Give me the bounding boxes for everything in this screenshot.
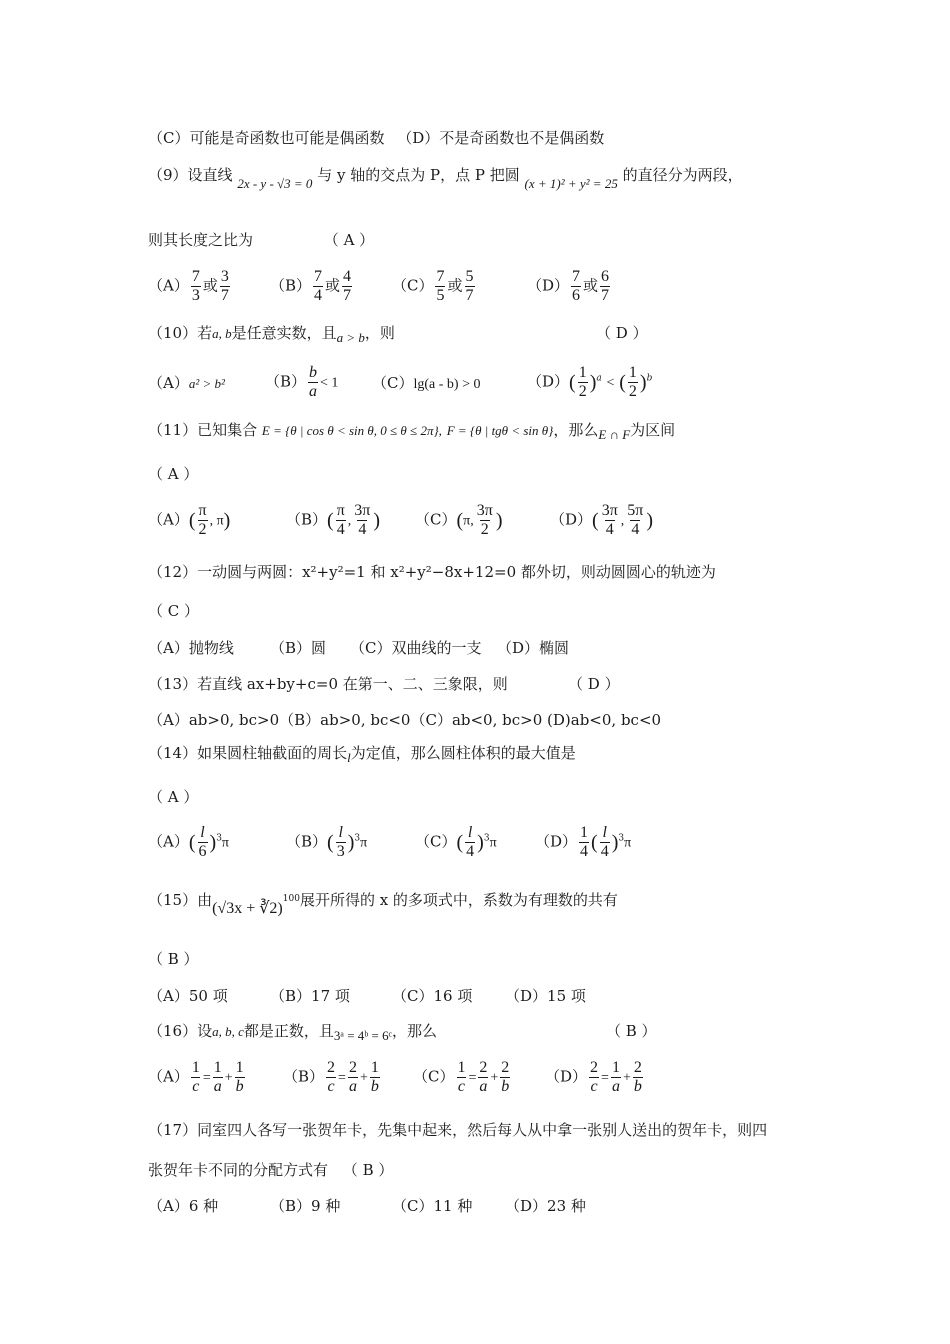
q15-tail: 展开所得的 x 的多项式中，系数为有理数的共有: [299, 891, 618, 909]
q16-option-c: （C） $\frac{1}{c}$ = $\frac{2}{a}$ + $\frac{2}{b}$: [413, 1059, 510, 1095]
q14-option-b: （B）( $\frac{l}{3}$ )$^3$π: [286, 824, 368, 860]
q10-expr: < 1: [320, 375, 339, 391]
q16-frac: $\frac{1}{c}$: [457, 1059, 466, 1095]
q9-or: 或: [583, 276, 599, 295]
q11-label: （A）: [148, 510, 189, 529]
q17-option-b: （B）9 种: [270, 1197, 341, 1215]
q10-expr: lg(a - b) > 0: [413, 377, 481, 392]
q11-pi: π: [216, 513, 224, 529]
q14-label: （D）: [535, 832, 578, 851]
q10-exp: b: [646, 373, 653, 384]
q11-option-b: （B）( $\frac{\pi}{4}$ , $\frac{3\pi}{4}$ ): [286, 502, 381, 538]
q9-option-c: [392, 268, 477, 305]
q14-frac: $\frac{l}{4}$: [600, 824, 609, 860]
q16-label: （D）: [545, 1067, 588, 1086]
q10-stem: [148, 323, 395, 344]
q11-set-f: F = {θ | tgθ < sin θ}: [446, 423, 554, 438]
q9-option-d: [527, 268, 612, 305]
q11-frac: $\frac{5\pi}{4}$: [627, 502, 644, 538]
q16-label: （B）: [283, 1067, 325, 1086]
q9-frac: $\frac{4}{7}$: [343, 268, 352, 304]
q15-option-d: （D）15 项: [505, 987, 586, 1005]
q11-frac: $\frac{3\pi}{4}$: [601, 502, 618, 538]
q11-frac: $\frac{3\pi}{2}$: [476, 502, 493, 538]
q15-option-b: （B）17 项: [270, 987, 350, 1005]
q8-option-c: （C）可能是奇函数也可能是偶函数: [148, 129, 385, 147]
q11-pi: π: [463, 513, 471, 529]
q17-option-a: （A）6 种: [148, 1197, 219, 1215]
q16-cond: 3ᵃ = 4ᵇ = 6ᶜ: [333, 1028, 392, 1043]
q10-label: （B）: [265, 372, 307, 391]
q14-var-l: l: [347, 750, 351, 765]
q17-answer: （ B ）: [342, 1161, 394, 1179]
q9-frac: $\frac{7}{6}$: [572, 268, 581, 304]
q14-tail: 为定值，那么圆柱体积的最大值是: [350, 744, 576, 762]
q16-frac: $\frac{1}{a}$: [611, 1059, 620, 1095]
q11-tail: 为区间: [630, 421, 676, 439]
q16-frac: $\frac{2}{b}$: [501, 1059, 510, 1095]
q14-frac: $\frac{l}{4}$: [466, 824, 475, 860]
q17-line1: （17）同室四人各写一张贺年卡，先集中起来，然后每人从中拿一张别人送出的贺年卡，则四: [148, 1121, 768, 1139]
q10-option-b: [265, 364, 338, 401]
q15-lead: （15）由: [148, 891, 213, 909]
q16-mid: 都是正数，且: [243, 1022, 334, 1040]
q14-answer: （ A ）: [148, 788, 199, 806]
q16-option-a: （A） $\frac{1}{c}$ = $\frac{1}{a}$ + $\frac{1}{b}$: [148, 1059, 244, 1095]
q9-mid: 与 y 轴的交点为 P，点 P 把圆: [317, 166, 520, 184]
q12-option-d: （D）椭圆: [497, 639, 570, 657]
q9-frac: $\frac{6}{7}$: [601, 268, 610, 304]
q16-frac: $\frac{1}{c}$: [191, 1059, 200, 1095]
q11-frac: $\frac{\pi}{4}$: [336, 502, 345, 538]
q11-lead: （11）已知集合: [148, 421, 258, 439]
q9-frac: $\frac{3}{7}$: [220, 268, 229, 304]
q10-option-a: [148, 373, 225, 394]
q9-line2: [148, 230, 374, 250]
q16-label: （A）: [148, 1067, 189, 1086]
q9-frac: $\frac{5}{7}$: [465, 268, 474, 304]
q16-option-d: （D） $\frac{2}{c}$ = $\frac{1}{a}$ + $\frac{2}{b}$: [545, 1059, 642, 1095]
q14-option-d: （D） $\frac{1}{4}$ ( $\frac{l}{4}$ )$^3$π: [535, 824, 632, 860]
q10-tail: ，则: [364, 324, 395, 342]
q10-label: （D）: [527, 372, 570, 391]
q12-answer: （ C ）: [148, 602, 200, 620]
q8-options: [148, 128, 604, 148]
q16-label: （C）: [413, 1067, 455, 1086]
q10-label: （A）: [148, 374, 189, 392]
q12-option-a: （A）抛物线: [148, 639, 234, 657]
q16-stem: [148, 1021, 437, 1042]
q11-option-c: （C）(π, $\frac{3\pi}{2}$ ): [415, 502, 503, 538]
q14-frac: $\frac{1}{4}$: [580, 824, 589, 860]
q10-label: （C）: [372, 374, 414, 392]
q14-stem: [148, 743, 576, 764]
q9-frac: $\frac{7}{5}$: [436, 268, 445, 304]
q10-answer: （ D ）: [596, 324, 648, 342]
q9-option-label: （A）: [148, 276, 189, 295]
q11-set-e: E = {θ | cos θ < sin θ, 0 ≤ θ ≤ 2π},: [261, 423, 442, 438]
q14-option-c: （C）( $\frac{l}{4}$ )$^3$π: [415, 824, 497, 860]
q13-options: （A）ab>0, bc>0（B）ab>0, bc<0（C）ab<0, bc>0 (D)ab<0, bc<0: [148, 711, 662, 729]
q9-lead: （9）设直线: [148, 166, 233, 184]
q9-stem: [148, 165, 743, 191]
q11-mid: ，那么: [553, 421, 599, 439]
q10-vars: a, b: [212, 326, 232, 341]
q16-frac: $\frac{1}{b}$: [235, 1059, 244, 1095]
q13-stem: （13）若直线 ax+by+c=0 在第一、二、三象限，则: [148, 675, 508, 693]
q11-intersection: E ∩ F: [598, 427, 631, 442]
q17-option-d: （D）23 种: [505, 1197, 586, 1215]
q16-lead: （16）设: [148, 1022, 213, 1040]
q10-option-d: （D）( $\frac{1}{2}$ )$^a$ < ( $\frac{1}{2}$ )$^b$: [527, 364, 653, 400]
q9-or: 或: [325, 276, 341, 295]
q16-frac: $\frac{2}{a}$: [479, 1059, 488, 1095]
q10-frac: $\frac{b}{a}$: [309, 364, 318, 400]
q11-frac: $\frac{3\pi}{4}$: [354, 502, 371, 538]
q14-label: （C）: [415, 832, 457, 851]
q9-option-label: （D）: [527, 276, 570, 295]
q9-tail: 的直径分为两段，: [622, 166, 743, 184]
q16-frac: $\frac{2}{c}$: [327, 1059, 336, 1095]
q16-frac: $\frac{2}{a}$: [348, 1059, 357, 1095]
q11-label: （D）: [550, 510, 593, 529]
q9-circle-equation: (x + 1)² + y² = 25: [524, 176, 618, 191]
q9-or: 或: [202, 276, 218, 295]
q17-line2: [148, 1160, 393, 1180]
q11-option-a: （A）( $\frac{\pi}{2}$ , π): [148, 502, 231, 538]
q15-option-c: （C）16 项: [392, 987, 473, 1005]
q14-label: （B）: [286, 832, 328, 851]
q9-line2-text: 则其长度之比为: [148, 231, 254, 249]
q15-answer: （ B ）: [148, 950, 199, 968]
q9-option-b: [270, 268, 354, 305]
q14-option-a: （A）( $\frac{l}{6}$ )$^3$π: [148, 824, 229, 860]
q10-frac: $\frac{1}{2}$: [578, 364, 587, 400]
q10-expr: a² > b²: [188, 376, 225, 391]
q14-frac: $\frac{l}{6}$: [198, 824, 207, 860]
q15-exp: 100: [282, 894, 300, 904]
q15-option-a: （A）50 项: [148, 987, 228, 1005]
q10-lt: <: [606, 375, 615, 391]
q9-equation: 2x - y - √3 = 0: [237, 176, 313, 191]
q12-option-c: （C）双曲线的一支: [350, 639, 482, 657]
q16-tail: ，那么: [391, 1022, 437, 1040]
q9-frac: $\frac{7}{4}$: [314, 268, 323, 304]
q10-exp: a: [596, 373, 602, 384]
q8-option-d: （D）不是奇函数也不是偶函数: [397, 129, 605, 147]
q14-label: （A）: [148, 832, 189, 851]
q13-answer: （ D ）: [568, 675, 620, 693]
q15-stem: [148, 887, 618, 917]
q11-answer: （ A ）: [148, 465, 199, 483]
q14-frac: $\frac{l}{3}$: [336, 824, 345, 860]
q9-option-label: （C）: [392, 276, 434, 295]
q17-line2-text: 张贺年卡不同的分配方式有: [148, 1161, 329, 1179]
q15-expr: (√3x + ∛2): [212, 900, 283, 917]
q14-lead: （14）如果圆柱轴截面的周长: [148, 744, 348, 762]
q10-option-c: [372, 373, 480, 395]
q17-option-c: （C）11 种: [392, 1197, 473, 1215]
q16-frac: $\frac{1}{b}$: [370, 1059, 379, 1095]
q10-mid: 是任意实数，且: [231, 324, 337, 342]
q12-stem: （12）一动圆与两圆：x²+y²=1 和 x²+y²−8x+12=0 都外切，则动圆圆心的轨迹为: [148, 563, 716, 581]
q11-frac: $\frac{\pi}{2}$: [198, 502, 207, 538]
q12-option-b: （B）圆: [270, 639, 327, 657]
q11-stem: [148, 420, 675, 441]
q9-answer: （ A ）: [323, 231, 375, 249]
q9-option-label: （B）: [270, 276, 312, 295]
q10-cond: a > b: [336, 330, 365, 345]
q16-answer: （ B ）: [606, 1022, 657, 1040]
q9-or: 或: [447, 276, 463, 295]
q16-option-b: （B） $\frac{2}{c}$ = $\frac{2}{a}$ + $\frac{1}{b}$: [283, 1059, 379, 1095]
q11-label: （B）: [286, 510, 328, 529]
q16-frac: $\frac{2}{b}$: [633, 1059, 642, 1095]
q11-option-d: （D）( $\frac{3\pi}{4}$ , $\frac{5\pi}{4}$ ): [550, 502, 654, 538]
q9-option-a: [148, 268, 232, 305]
q10-frac: $\frac{1}{2}$: [628, 364, 637, 400]
q10-lead: （10）若: [148, 324, 213, 342]
q9-frac: $\frac{7}{3}$: [191, 268, 200, 304]
q16-frac: $\frac{2}{c}$: [590, 1059, 599, 1095]
q11-label: （C）: [415, 510, 457, 529]
q16-vars: a, b, c: [212, 1024, 244, 1039]
q16-frac: $\frac{1}{a}$: [213, 1059, 222, 1095]
